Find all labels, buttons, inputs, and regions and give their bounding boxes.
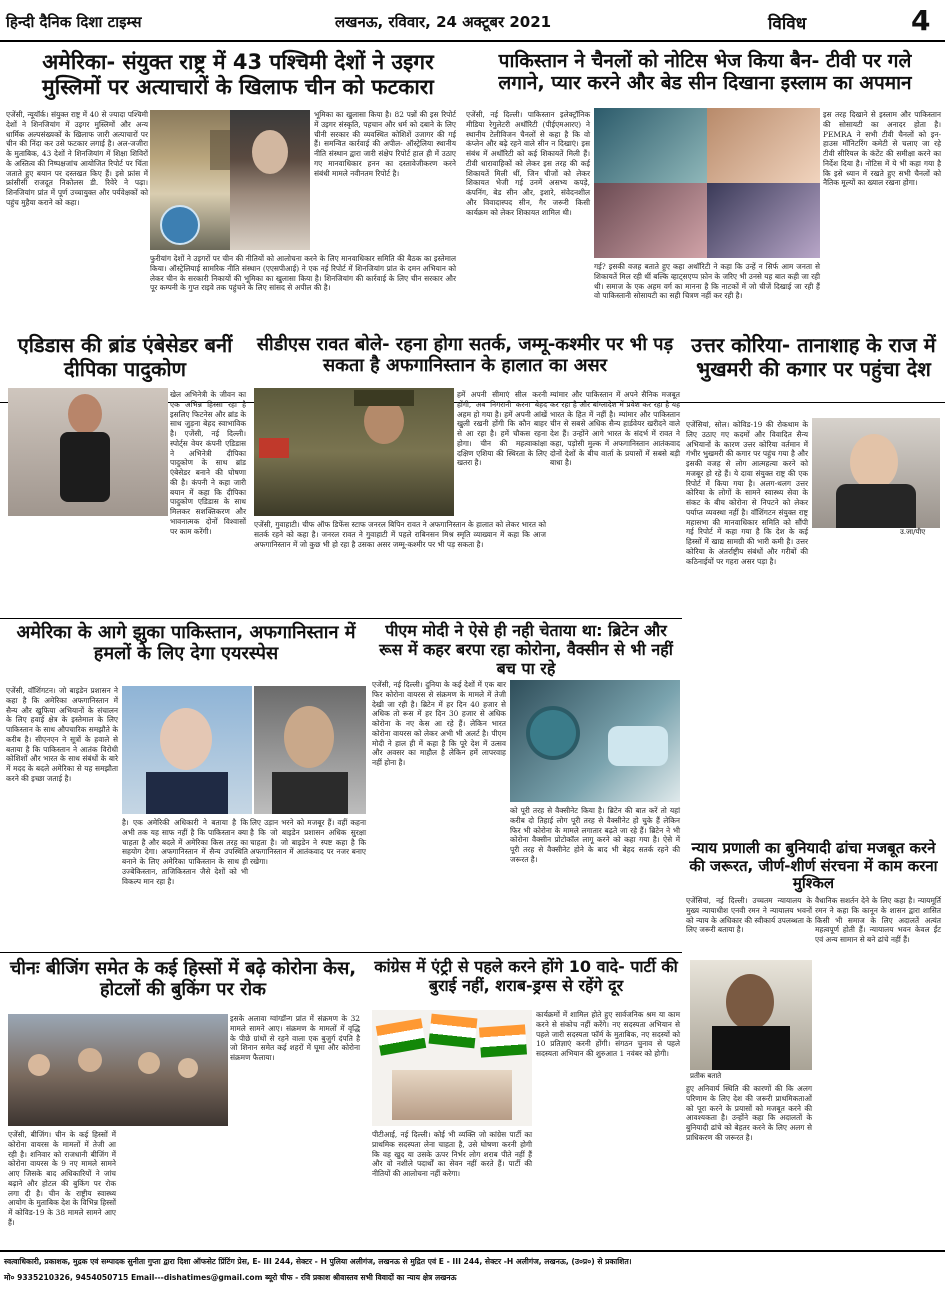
story-body: एजेंसी, गुवाहाटी। चीफ ऑफ डिफेंस स्टाफ जनरल बिपिन रावत ने अफगानिस्तान के हालात को लेकर भारत को सतर्क रहने को कहा है। जनरल रावत ने गुवाहाटी में पहले राबिनसन मिश्र स्मृति व्याख्यान में कहा कि आज अफगानिस्तान में जो कुछ भी हो रहा है उसका असर जम्मू-कश्मीर पर भी पड़ सकता है। <box>254 520 546 549</box>
story-body: है। एक अमेरिकी अधिकारी ने बताया है कि अभी तक यह साफ नहीं है कि पाकिस्तान क्या चाहता है और बदले में अमेरिका किस तरह का सहयोग देगा। अफगानिस्तान में सैन्य उपस्थिति बनाने के लिए अमेरिका पाकिस्तान के साथ ही उज्बेकिस्तान, ताजिकिस्तान जैसे देशों को भी विकल्प मान रहा है। <box>122 818 248 886</box>
story-body: एजेंसी, वॉशिंगटन। जो बाइडेन प्रशासन ने कहा है कि अमेरिका अफगानिस्तान में सैन्य और खुफिया अभियानों के संचालन के लिए हवाई क्षेत्र के इस्तेमाल के लिए पाकिस्तान के साथ औपचारिक समझौते के करीब है। सीएनएन ने सूत्रों के हवाले से बताया है कि पाकिस्तान ने आतंक विरोधी कोशिशों और भारत के साथ संबंधों के बारे में मदद के बदले अमेरिका से यह समझौता करने की इच्छा जताई है। <box>6 686 118 783</box>
headline: कांग्रेस में एंट्री से पहले करने होंगे 10 वादे- पार्टी की बुराई नहीं, शराब-ड्रग्स से रहेंगे दूर <box>374 957 678 995</box>
headline: अमेरिका के आगे झुका पाकिस्तान, अफगानिस्तान में हमलों के लिए देगा एयरस्पेस <box>16 622 356 665</box>
headline: चीनः बीजिंग समेत के कई हिस्सों में बढ़े कोरोना केस, होटलों की बुकिंग पर रोक <box>9 958 357 1001</box>
biden-photo <box>122 686 252 814</box>
uighur-portrait <box>230 110 310 250</box>
headline: अमेरिका- संयुक्त राष्ट्र में 43 पश्चिमी देशों ने उइगर मुस्लिमों पर अत्याचारों के खिलाफ चीन को फटकारा <box>42 50 434 99</box>
imran-photo <box>254 686 366 814</box>
footer <box>0 1253 945 1296</box>
rawat-photo <box>254 388 454 516</box>
story-body: एजेंसी, नई दिल्ली। पाकिस्तान इलेक्ट्रॉनिक मीडिया रेगुलेटरी अथॉरिटी (पीईएमआरए) ने स्थानीय टेलीविजन चैनलों से कहा है कि वो कंप्लेन और बढ़े रहने वाले सीन न दिखाएं। इस संबंध में अथॉरिटी को कई शिकायतें मिली हैं। टीवी धारावाहिकों को लेकर इस तरह की कई शिकायतें मिली थीं, जिन चीजों को लेकर शिकायत भेजी गई उनमें असभ्य कपड़े, कंपनिंग, बेड सीन और, इशारे, संवेदनशील और विवादास्पद सीन, गैर जरूरी किसी कार्यक्रम को लेकर शिकायत शामिल थी। <box>466 110 590 217</box>
story-body: एजेंसियां, नई दिल्ली। उच्चतम न्यायालय के मुख्य न्यायाधीश एनवी रमन ने न्यायालय भवनों को न्याय के अधिकार की स्वीकार्य उपलब्धता के लिए जरूरी बताया है। <box>686 896 812 935</box>
story-body: भूमिका का खुलासा किया है। 82 पन्नों की इस रिपोर्ट में उइगर संस्कृति, पहचान और धर्म को दबाने के लिए चीनी सरकार की व्यवस्थित कोशिशें उजागर की गई हैं। समन्वित कार्रवाई की अपील- ऑस्ट्रेलिया स्थानीय नीति संस्थान द्वारा जारी संक्षेप रिपोर्ट हाल ही में उठाए गए मानवाधिकार हनन का दस्तावेजीकरण करने संबंधी मामले नवीनतम रिपोर्ट है। <box>314 110 456 178</box>
story-body: गई? इसकी वजह बताते हुए कहा अथॉरिटी ने कहा कि उन्हें न सिर्फ आम जनता से शिकायतें मिल रही थीं बल्कि व्हाट्सएप्प फ़ोन के जरिए भी उनसे यह बात कही जा रही थी। समाज के एक अहम वर्ग का मानना है कि नाटकों में जो चीजें दिखाई जा रही हैं वो पाकिस्तानी सोसायटी का सही चित्रण नहीं कर रही है। <box>594 262 821 301</box>
headline: न्याय प्रणाली का बुनियादी ढांचा मजबूत करने की जरूरत, जीर्ण-शीर्ण संरचना में काम करना मुश्किल <box>689 839 938 893</box>
story-body: पीटीआई, नई दिल्ली। कोई भी व्यक्ति जो कांग्रेस पार्टी का प्राथमिक सदस्यता लेना चाहता है, उसे घोषणा करनी होगी कि वह खुद या उसके ऊपर निर्भर लोग शराब पीते नहीं हैं और वो नशीले पदार्थों का सेवन नहीं करते हैं। पार्टी की नीतियों की आलोचना नहीं करेगा। <box>372 1130 532 1179</box>
story-body: एजेंसी, न्यूयॉर्क। संयुक्त राष्ट्र में 40 से ज्यादा पश्चिमी देशों ने शिनजियांग में उइगर मुस्लिमों और अन्य धार्मिक अल्पसंख्यकों के खिलाफ जारी अत्याचारों पर चीन की निंदा कर उसे फटकार लगाई है। अल-जजीरा के मुताबिक, 43 देशों ने शिनजियांग में शिक्षा शिविरों के अस्तित्व की निष्पक्षजांच आयोजित रिपोर्ट पर चिंता जताते हुए बयान पर दस्तखत किए हैं। इसे फ्रांस में फ्रांसीसी राजदूत निकोलस डी. रिवेरे ने पढ़ा। शिनजियांग प्रांत में पूर्ण उच्चायुक्त और पर्यवेक्षकों को पहुंच मुहैया कराने को कहा। <box>6 110 148 207</box>
beijing-street-photo <box>8 1014 228 1126</box>
story-body: फुरीयांग देशों ने उइगरों पर चीन की नीतियों को आलोचना करने के लिए मानवाधिकार समिति की बैठक का इस्तेमाल किया। ऑस्ट्रेलियाई सामरिक नीति संस्थान (एएसपीआई) ने एक नई रिपोर्ट में शिनजियांग प्रांत के दमन अभियान को लेकर चीन के सरकारी निकायों की भूमिका का खुलासा किया है। शिनजियांग की कार्रवाई के लिए चीन सरकार और पूर कम्पनी के गुप्त राइवे तक पहुंचने के लिए सांसद से अपील की है। <box>150 254 456 293</box>
story-body: हमें अपनी सीमाएं सील करनी होंगी, अब निगरानी करना बेहद अहम हो गया है। हमें अपनी आंखें खुली रखनी होंगी कि कौन बाहर से आ रहा है। हमें चौकस रहना होगा। चीन की महत्वाकांक्षा दक्षिण एशिया की स्थिरता के लिए खतरा है। <box>457 390 547 468</box>
row-rule <box>0 618 682 619</box>
tv-serial-collage <box>594 108 820 258</box>
imprint-line: स्वत्वाधिकारी, प्रकाशक, मुद्रक एवं सम्पादक सुनीता गुप्ता द्वारा दिशा ऑफसेट प्रिंटिंग प्रेस, E- III 244, सेक्टर - H पुलिया अलीगंज, लखनऊ से मुद्रित एवं E - III 244, सेक्टर -H अलीगंज, लखनऊ, (उ०प्र०) से प्रकाशित। <box>4 1257 632 1266</box>
story-body: खेल अभिनेत्री के जीवन का एक अभिन्न हिस्सा रहा है इसलिए फिटनेस और ब्रांड के साथ जुड़ना बेहद स्वाभाविक है। एजेंसी, नई दिल्ली। स्पोर्ट्स वेयर कंपनी एडिडास ने अभिनेत्री दीपिका पादुकोण के साथ ब्रांड एंबेसेडर बनाने की घोषणा की है। कंपनी ने कहा जारी बयान में कहा कि दीपिका पादुकोण एडिडास के साथ मिलकर सशक्तिकरण और भावनात्मक दोनों विश्वासों पर काम करेंगी। <box>170 390 246 536</box>
kim-photo <box>812 418 940 528</box>
headline: सीडीएस रावत बोले- रहना होगा सतर्क, जम्मू-कश्मीर पर भी पड़ सकता है अफगानिस्तान के हालात का असर <box>250 334 680 376</box>
dateline: लखनऊ, रविवार, 24 अक्टूबर 2021 <box>335 13 552 31</box>
footer-rule <box>0 1250 945 1252</box>
paper-name: हिन्दी दैनिक दिशा टाइम्स <box>6 13 142 31</box>
story-body: वैधानिक सशर्तन देने के लिए कहा है। न्यायमूर्ति रमन ने कहा कि कानून के शासन द्वारा शासित किसी भी समाज के लिए अदालतें अत्यंत महत्वपूर्ण होती हैं। न्यायालय भवन केवल ईंट एवं अन्य सामान से बने ढांचे नहीं हैं। <box>815 896 941 945</box>
chief-justice-photo <box>690 960 812 1070</box>
photo-caption: उ.जा/पीए <box>900 528 926 536</box>
story-body: एजेंसी, नई दिल्ली। दुनिया के कई देशों में एक बार फिर कोरोना वायरस से संक्रमण के मामले में तेजी देखी जा रही है। ब्रिटेन में हर दिन 40 हजार से अधिक तो रूस में हर दिन 30 हजार से अधिक कोरोना के नए केस आ रहे हैं। लेकिन भारत कोरोना वायरस को लेकर अभी भी अलर्ट है। पीएम मोदी ने हाल ही में कहा है कि पूरे देश में उत्सव और अवसर का माहौल है लेकिन हमें लापरवाह नहीं होना है। <box>372 680 506 768</box>
deepika-photo <box>8 388 168 516</box>
story-body: इसके अलावा ग्वांग्डॉन्ग प्रांत में संक्रमण के 32 मामले सामने आए। संक्रमण के मामलों में वृद्धि के पीछे ग्रांथों से रहने वाला एक बुजुर्ग दंपति है जो शिनान समेत कई शहरों में घूमा और कोरोना संक्रमण फैलाया। <box>230 1014 360 1063</box>
contact-line: मो० 9335210326, 9454050715 Email---dishatimes@gmail.com ब्यूरो चीफ - रवि प्रकाश श्रीवास्तव सभी विवादों का न्याय क्षेत्र लखनऊ <box>4 1273 457 1282</box>
story-body: हुए अनिवार्य स्थिति की कारणों की कि अलग परिणाम के लिए देश की जरूरी प्राथमिकताओं को पूरा करने के प्रयासों को मजबूत करने की आवश्यकता है। उन्होंने कहा कि अदालतों के बुनियादी ढांचे को बेहतर करने के लिए अलग से प्राधिकरण की जरूरत है। <box>686 1084 812 1142</box>
headline: पीएम मोदी ने ऐसे ही नही चेताया था: ब्रिटेन और रूस में कहर बरपा रहा कोरोना, वैक्सीन से भी नहीं बच पा रहे <box>379 621 673 678</box>
photo-caption: प्रतीक बताते <box>690 1072 722 1080</box>
headline: उत्तर कोरिया- तानाशाह के राज में भुखमरी की कगार पर पहुंचा देश <box>686 334 941 381</box>
row-rule <box>0 952 682 953</box>
congress-flags-photo <box>372 1010 532 1126</box>
section-name: विविध <box>768 14 807 34</box>
masthead <box>0 0 945 40</box>
story-body: एजेंसी, बीजिंग। चीन के कई हिस्सों में कोरोना वायरस के मामलों में तेजी आ रही है। शनिवार को राजधानी बीजिंग में कोरोना वायरस के 9 नए मामले सामने आए जिसके बाद अधिकारियों ने जांच बढ़ाने और होटल की बुकिंग पर रोक लगा दी है। चीन के राष्ट्रीय स्वास्थ्य आयोग के मुताबिक देश के विभिन्न हिस्सों में कोविड-19 के 38 मामले सामने आए हैं। <box>8 1130 116 1227</box>
story-body: कार्यक्रमों में शामिल होते हुए सार्वजनिक श्रम या काम करने से संकोच नहीं करेंगे। नए सदस्यता अभियान से पहले जारी सदस्यता फॉर्म के मुताबिक, नए सदस्यों को 10 प्रतिज्ञाएं करनी होंगी। संगठन चुनाव से पहले सदस्यता अभियान की शुरुआत 1 नवंबर को होगी। <box>536 1010 680 1059</box>
story-body: को पूरी तरह से वैक्सीनेट किया है। ब्रिटेन की बात करें तो यहां करीब दो तिहाई लोग पूरी तरह से वैक्सीनेट हो चुके हैं लेकिन फिर भी कोरोना के मामले लगातार बढ़ते जा रहे हैं। ब्रिटेन ने भी कोरोना वैक्सीन प्रोटोकॉल लागू करने को कहा गया है। ऐसे में पूरी तरह से वैक्सीनेट होने के बाद भी बेहद सतर्क रहने की जरूरत है। <box>510 806 680 864</box>
page-number: 4 <box>911 4 931 37</box>
masthead-rule <box>0 40 945 42</box>
headline: पाकिस्तान ने चैनलों को नोटिस भेज किया बैन- टीवी पर गले लगाने, प्यार करने और बेड सीन दिखाना इस्लाम का अपमान <box>498 50 912 95</box>
story-body: लिए उड़ान भरने को मजबूर हैं। वहीं कहना है कि जो बाइडेन प्रशासन अधिक सुरक्षा चाहता है। जो बाइडेन ने स्पष्ट कहा है कि अफगानिस्तान में आतंकवाद पर नजर बनाए रखेगा। <box>250 818 366 867</box>
story-body: इस तरह दिखाने से इस्लाम और पाकिस्तान की सोसायटी का अनादर होता है। PEMRA ने सभी टीवी चैनलों को इन-हाउस मॉनिटरिंग कमेटी से चलाए जा रहे टीवी सीरियल के कंटेंट की समीक्षा करने का निर्देश दिया है। नोटिस में ये भी कहा गया है कि इसे ध्यान में रखते हुए सभी चैनलों को नैतिक मूल्यों का ख्याल रखना होगा। <box>823 110 941 188</box>
story-body: म्यांमार और पाकिस्तान में अपने सैनिक मजबूत कर रहा है और बांग्लादेश में प्रवेश कर रहा है यह भारत के हित में नहीं है। म्यांमार और पाकिस्तान चीन से सबसे अधिक सैन्य हार्डवेयर खरीदने वाले देश हैं। उन्होंने आगे भारत के संदर्भ में रावत ने कहा, पड़ोसी मुल्क में अफगानिस्तान आतंकवाद दोनों देशों के बीच वार्ता के प्रयासों में सबसे बड़ी बाधा है। <box>550 390 680 468</box>
story-body: एजेंसियां, सोल। कोविड-19 की रोकथाम के लिए उठाए गए कदमों और विवादित सैन्य अभियानों के कारण उत्तर कोरिया वर्तमान में गंभीर भुखमरी की कगार पर पहुंच गया है और इसकी वजह से लोग आत्महत्या करने को मजबूर हो रहे हैं। ये दावा संयुक्त राष्ट्र की एक रिपोर्ट में किया गया है। अलग-थलग उत्तर कोरिया के लोगों के सामने स्वास्थ्य सेवा के संकट के बीच कोरोना से निपटने को लेकर पर्याप्त व्यवस्था नहीं है। वॉशिंगटन संयुक्त राष्ट्र महासभा की मानवाधिकार समिति को सौंपी गई रिपोर्ट में कहा गया है कि देश के कई हिस्सों में खाद्य सामग्री की भारी कमी है। उत्तर कोरिया के अंतर्राष्ट्रीय संबंधों और गरीबों की कठिनाईयों पर गहरा असर पड़ा है। <box>686 420 808 566</box>
virus-mask-photo <box>510 680 680 802</box>
headline: एडिडास की ब्रांड एंबेसेडर बनीं दीपिका पादुकोण <box>6 334 244 381</box>
